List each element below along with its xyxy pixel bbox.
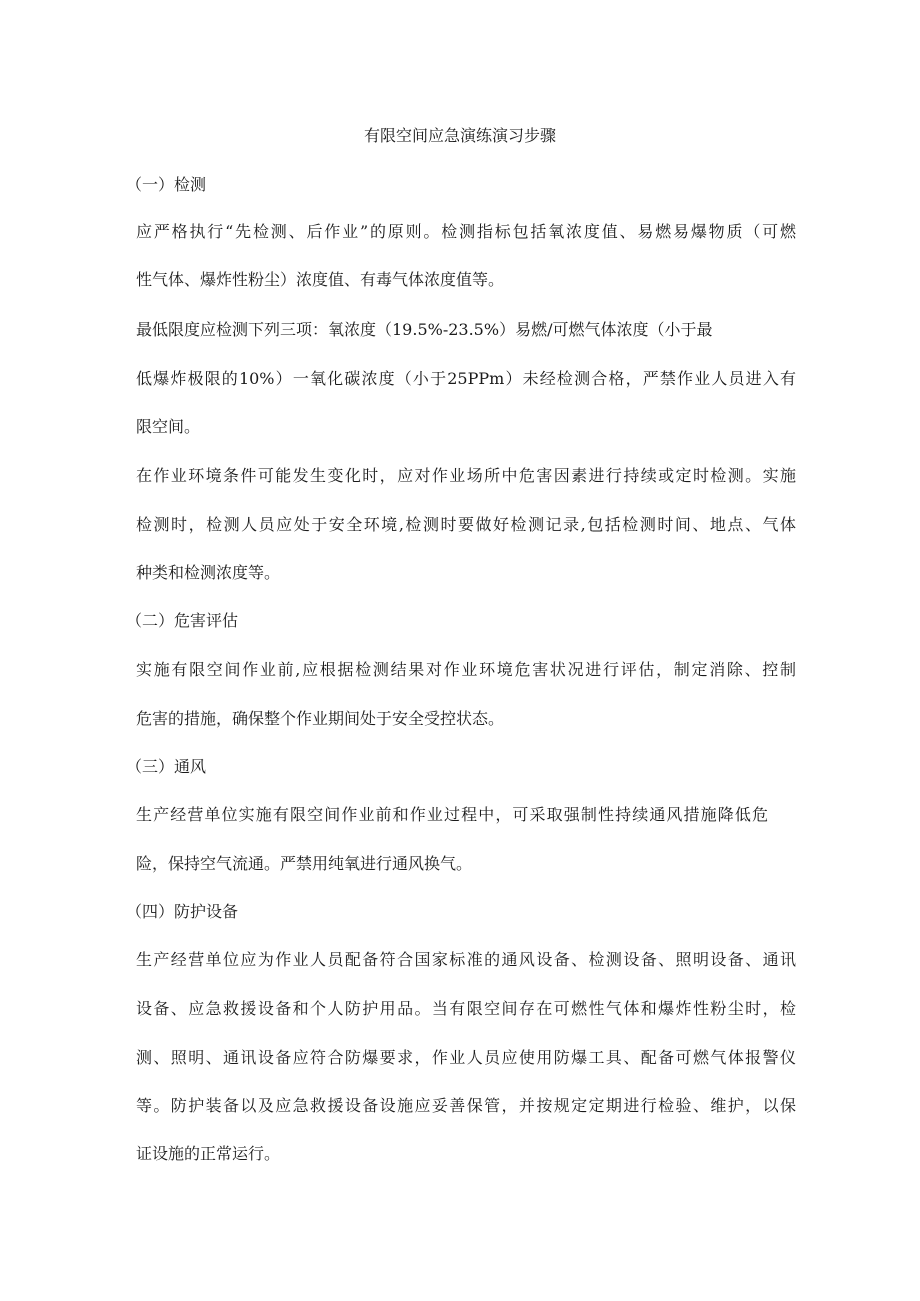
- paragraph-line: 设备、应急救援设备和个人防护用品。当有限空间存在可燃性气体和爆炸性粉尘时，检: [136, 999, 796, 1018]
- paragraph-line: 性气体、爆炸性粉尘）浓度值、有毒气体浓度值等。: [136, 270, 505, 289]
- paragraph-line: 最低限度应检测下列三项：氧浓度（19.5%-23.5%）易燃/可燃气体浓度（小于最: [136, 320, 713, 339]
- paragraph-line: 生产经营单位实施有限空间作业前和作业过程中，可采取强制性持续通风措施降低危: [136, 805, 768, 824]
- paragraph-line: 限空间。: [136, 417, 201, 436]
- paragraph-line: 证设施的正常运行。: [136, 1144, 281, 1163]
- paragraph-line: 实施有限空间作业前,应根据检测结果对作业环境危害状况进行评估，制定消除、控制: [136, 660, 796, 679]
- section-heading-protective-equipment: （四）防护设备: [126, 902, 239, 921]
- paragraph-line: 险，保持空气流通。严禁用纯氧进行通风换气。: [136, 854, 473, 873]
- paragraph-line: 等。防护装备以及应急救援设备设施应妥善保管，并按规定定期进行检验、维护，以保: [136, 1096, 796, 1115]
- section-heading-hazard-assessment: （二）危害评估: [126, 611, 239, 630]
- paragraph-line: 种类和检测浓度等。: [136, 563, 281, 582]
- paragraph-line: 危害的措施，确保整个作业期间处于安全受控状态。: [136, 709, 505, 728]
- section-heading-detection: （一）检测: [126, 175, 207, 194]
- document-title: 有限空间应急演练演习步骤: [363, 126, 556, 145]
- paragraph-line: 生产经营单位应为作业人员配备符合国家标准的通风设备、检测设备、照明设备、通讯: [136, 950, 796, 969]
- paragraph-line: 应严格执行“先检测、后作业”的原则。检测指标包括氧浓度值、易燃易爆物质（可燃: [136, 222, 796, 241]
- paragraph-line: 低爆炸极限的10%）一氧化碳浓度（小于25PPm）未经检测合格，严禁作业人员进入有: [136, 369, 796, 388]
- section-heading-ventilation: （三）通风: [126, 757, 207, 776]
- paragraph-line: 检测时，检测人员应处于安全环境,检测时要做好检测记录,包括检测时间、地点、气体: [136, 515, 796, 534]
- paragraph-line: 测、照明、通讯设备应符合防爆要求，作业人员应使用防爆工具、配备可燃气体报警仪: [136, 1048, 796, 1067]
- paragraph-line: 在作业环境条件可能发生变化时，应对作业场所中危害因素进行持续或定时检测。实施: [136, 466, 796, 485]
